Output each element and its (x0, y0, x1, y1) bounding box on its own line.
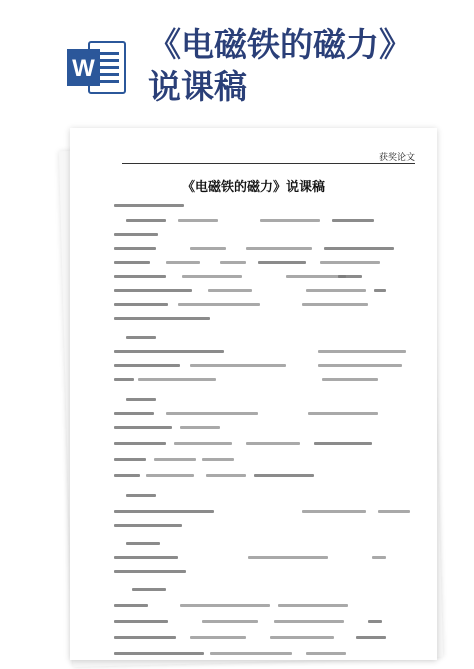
body-text-line (190, 364, 286, 367)
body-text-line (180, 604, 270, 607)
body-text-line (306, 652, 346, 655)
body-text-line (246, 442, 300, 445)
body-text-line (182, 275, 242, 278)
body-text-line (114, 317, 210, 320)
body-text-line (114, 604, 148, 607)
body-text-line (208, 289, 252, 292)
body-text-line (322, 378, 378, 381)
body-text-line (174, 442, 232, 445)
body-text-line (114, 247, 156, 250)
body-text-line (302, 510, 366, 513)
body-text-line (114, 620, 168, 623)
body-text-line (372, 556, 386, 559)
body-text-line (126, 219, 166, 222)
hero-title (148, 24, 412, 108)
body-text-line (338, 275, 362, 278)
body-text-line (114, 474, 140, 477)
body-text-line (154, 458, 196, 461)
body-text-line (308, 412, 378, 415)
body-text-line (318, 350, 406, 353)
document-badge: 获奖论文 (378, 153, 415, 163)
body-text-line (270, 636, 334, 639)
body-text-line (190, 636, 246, 639)
body-text-line (114, 570, 186, 573)
body-text-line (114, 524, 182, 527)
body-text-line (126, 336, 156, 339)
body-text-line (248, 556, 328, 559)
body-text-line (132, 588, 166, 591)
body-text-line (206, 474, 246, 477)
body-text-line (378, 510, 410, 513)
body-text-line (278, 604, 348, 607)
body-text-line (114, 364, 180, 367)
body-text-line (114, 510, 214, 513)
body-text-line (114, 233, 158, 236)
body-text-line (220, 261, 246, 264)
body-text-line (246, 247, 312, 250)
body-text-line (114, 442, 166, 445)
body-text-line (114, 636, 176, 639)
body-text-line (114, 556, 178, 559)
body-text-line (320, 261, 380, 264)
body-text-line (286, 275, 346, 278)
body-text-line (178, 219, 218, 222)
body-text-line (114, 261, 150, 264)
body-text-line (254, 474, 314, 477)
document-title: 《电磁铁的磁力》说课稿 (181, 180, 325, 195)
body-text-line (302, 303, 368, 306)
body-text-line (138, 378, 216, 381)
body-text-line (202, 620, 258, 623)
body-text-line (114, 652, 204, 655)
body-text-line (114, 426, 172, 429)
body-text-line (374, 289, 386, 292)
body-text-line (114, 303, 168, 306)
body-text-line (314, 442, 372, 445)
body-text-line (332, 219, 374, 222)
body-text-line (126, 494, 156, 497)
body-text-line (274, 620, 344, 623)
body-text-line (166, 261, 200, 264)
body-text-line (114, 412, 154, 415)
body-text-line (114, 378, 134, 381)
body-text-line (114, 458, 146, 461)
hero-title-line1: 《电磁铁的磁力》 (148, 25, 412, 64)
body-text-line (190, 247, 226, 250)
hero-title-line2: 说课稿 (148, 67, 247, 106)
body-text-line (178, 303, 260, 306)
body-text-line (356, 636, 386, 639)
document-page (70, 128, 437, 660)
body-text-line (180, 426, 220, 429)
body-text-line (126, 398, 156, 401)
document-body (70, 128, 437, 660)
body-text-line (114, 289, 192, 292)
body-text-line (258, 261, 306, 264)
body-text-line (114, 204, 184, 207)
body-text-line (146, 474, 194, 477)
body-text-line (114, 275, 166, 278)
word-document-icon (67, 40, 127, 95)
body-text-line (210, 652, 292, 655)
body-text-line (166, 412, 258, 415)
body-text-line (368, 620, 382, 623)
body-text-line (318, 364, 402, 367)
word-logo-letter: W (72, 55, 95, 82)
body-text-line (306, 289, 366, 292)
body-text-line (114, 350, 224, 353)
body-text-line (324, 247, 394, 250)
body-text-line (202, 458, 234, 461)
body-text-line (126, 542, 160, 545)
body-text-line (260, 219, 320, 222)
